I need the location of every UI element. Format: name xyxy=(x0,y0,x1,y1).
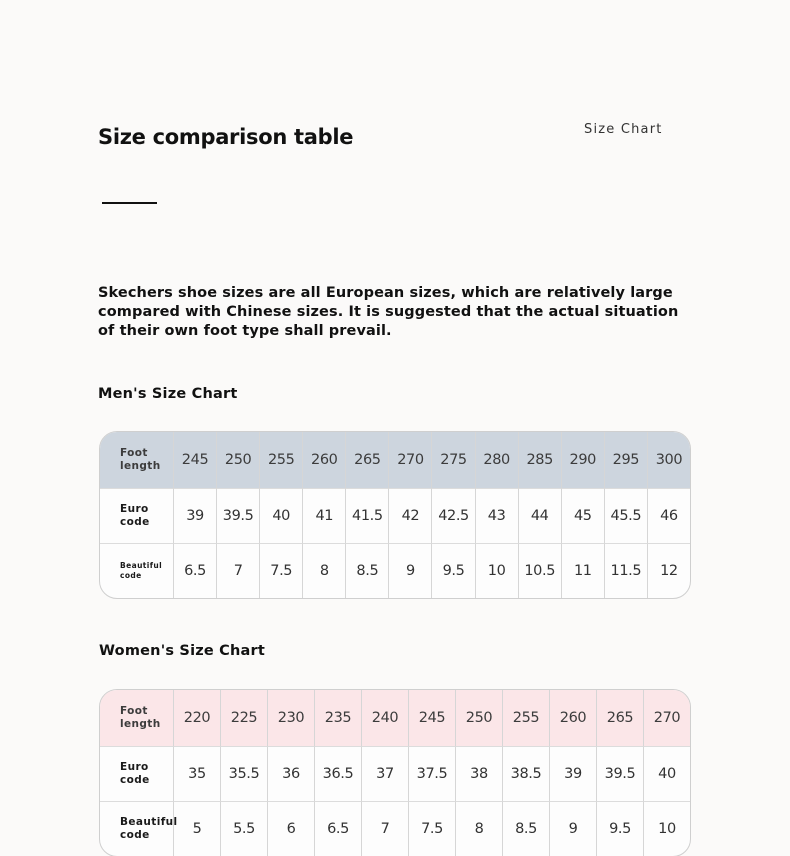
men-size-table xyxy=(99,431,691,599)
table-cell: 7.5 xyxy=(408,801,455,856)
table-cell: 275 xyxy=(431,432,474,488)
table-cell: 235 xyxy=(314,690,361,746)
table-cell: 8 xyxy=(455,801,502,856)
table-cell: 265 xyxy=(345,432,388,488)
table-cell: 9 xyxy=(549,801,596,856)
row-label: Euro code xyxy=(100,488,173,543)
row-label: Beautiful code xyxy=(100,801,173,856)
table-cell: 240 xyxy=(361,690,408,746)
table-cell: 12 xyxy=(647,543,690,598)
table-cell: 10.5 xyxy=(518,543,561,598)
table-cell: 35 xyxy=(173,746,220,801)
table-cell: 250 xyxy=(455,690,502,746)
table-cell: 10 xyxy=(475,543,518,598)
table-cell: 5.5 xyxy=(220,801,267,856)
table-cell: 7 xyxy=(216,543,259,598)
table-cell: 6.5 xyxy=(314,801,361,856)
table-cell: 265 xyxy=(596,690,643,746)
table-cell: 9.5 xyxy=(431,543,474,598)
table-cell: 285 xyxy=(518,432,561,488)
table-cell: 11 xyxy=(561,543,604,598)
men-section-title: Men's Size Chart xyxy=(98,386,238,402)
row-label: Beautiful code xyxy=(100,543,173,598)
table-cell: 230 xyxy=(267,690,314,746)
table-cell: 8.5 xyxy=(502,801,549,856)
table-cell: 9 xyxy=(388,543,431,598)
row-label: Foot length xyxy=(100,690,173,746)
table-cell: 220 xyxy=(173,690,220,746)
table-cell: 42 xyxy=(388,488,431,543)
table-cell: 38.5 xyxy=(502,746,549,801)
table-cell: 6.5 xyxy=(173,543,216,598)
table-cell: 37 xyxy=(361,746,408,801)
row-label: Foot length xyxy=(100,432,173,488)
table-cell: 5 xyxy=(173,801,220,856)
table-cell: 10 xyxy=(643,801,690,856)
table-cell: 260 xyxy=(302,432,345,488)
table-cell: 38 xyxy=(455,746,502,801)
table-cell: 45.5 xyxy=(604,488,647,543)
table-cell: 39 xyxy=(173,488,216,543)
table-cell: 245 xyxy=(408,690,455,746)
table-cell: 295 xyxy=(604,432,647,488)
table-cell: 44 xyxy=(518,488,561,543)
table-cell: 7.5 xyxy=(259,543,302,598)
table-cell: 43 xyxy=(475,488,518,543)
table-cell: 40 xyxy=(643,746,690,801)
table-cell: 46 xyxy=(647,488,690,543)
table-cell: 255 xyxy=(259,432,302,488)
table-cell: 6 xyxy=(267,801,314,856)
table-cell: 41.5 xyxy=(345,488,388,543)
table-cell: 270 xyxy=(388,432,431,488)
table-cell: 300 xyxy=(647,432,690,488)
table-cell: 7 xyxy=(361,801,408,856)
table-cell: 39.5 xyxy=(216,488,259,543)
table-cell: 245 xyxy=(173,432,216,488)
table-cell: 45 xyxy=(561,488,604,543)
row-label: Euro code xyxy=(100,746,173,801)
table-cell: 260 xyxy=(549,690,596,746)
table-cell: 225 xyxy=(220,690,267,746)
intro-paragraph: Skechers shoe sizes are all European sizes, which are relatively large compared with Chinese sizes. It is suggested that the actual situation of their own foot type shall prevail. xyxy=(98,285,679,339)
table-cell: 36 xyxy=(267,746,314,801)
table-cell: 270 xyxy=(643,690,690,746)
table-cell: 36.5 xyxy=(314,746,361,801)
table-cell: 280 xyxy=(475,432,518,488)
table-cell: 9.5 xyxy=(596,801,643,856)
table-cell: 42.5 xyxy=(431,488,474,543)
table-cell: 39.5 xyxy=(596,746,643,801)
table-cell: 8 xyxy=(302,543,345,598)
table-cell: 290 xyxy=(561,432,604,488)
table-cell: 8.5 xyxy=(345,543,388,598)
table-cell: 250 xyxy=(216,432,259,488)
table-cell: 39 xyxy=(549,746,596,801)
title-divider xyxy=(102,202,157,204)
table-cell: 255 xyxy=(502,690,549,746)
women-size-table xyxy=(99,689,691,856)
table-cell: 40 xyxy=(259,488,302,543)
table-cell: 11.5 xyxy=(604,543,647,598)
women-section-title: Women's Size Chart xyxy=(99,643,265,659)
page-title: Size comparison table xyxy=(98,125,354,149)
table-cell: 35.5 xyxy=(220,746,267,801)
page-subtitle: Size Chart xyxy=(584,122,663,137)
table-cell: 37.5 xyxy=(408,746,455,801)
table-cell: 41 xyxy=(302,488,345,543)
